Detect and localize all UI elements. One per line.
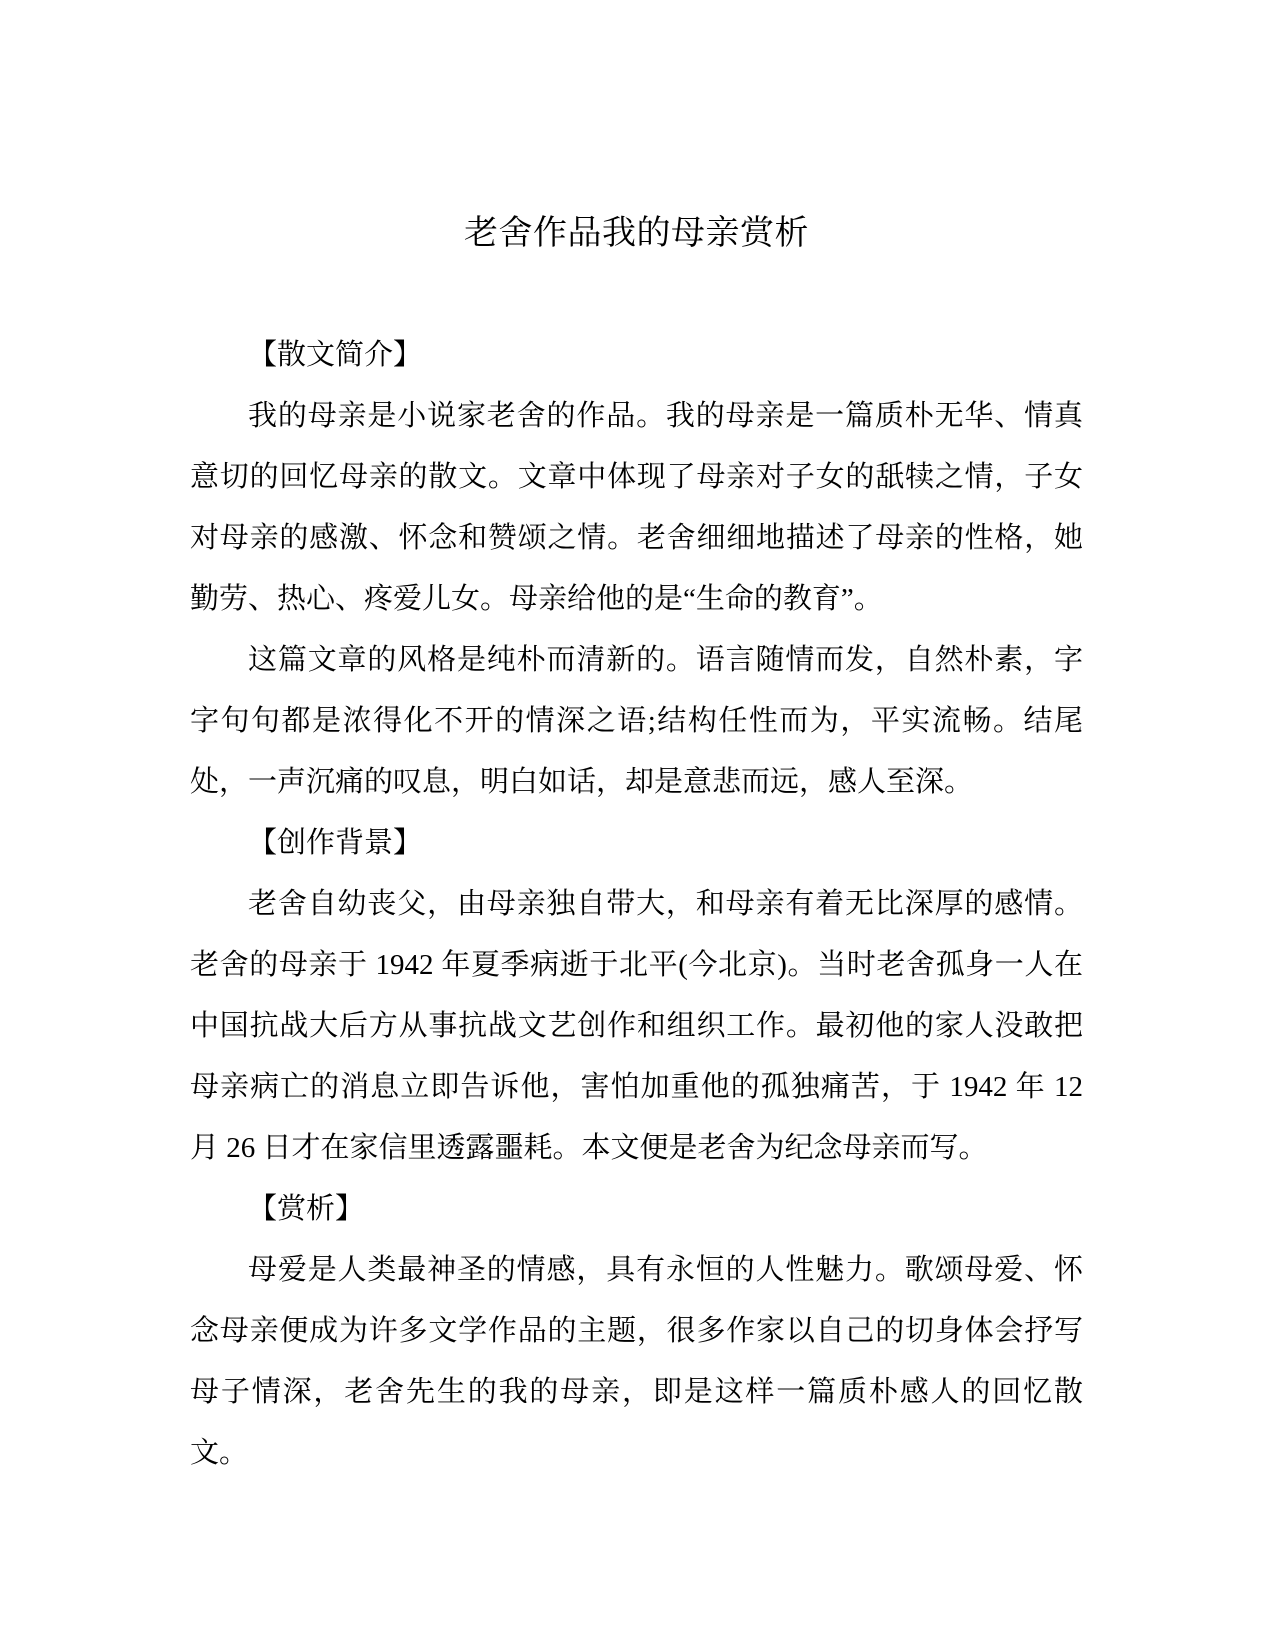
section-heading-sanwen-jianjie: 【散文简介】	[248, 339, 423, 371]
paragraph: 我的母亲是小说家老舍的作品。我的母亲是一篇质朴无华、情真意切的回忆母亲的散文。文章中体现了母亲对子女的舐犊之情，子女对母亲的感激、怀念和赞颂之情。老舍细细地描述了母亲的性格，她勤劳、热心、疼爱儿女。母亲给他的是“生命的教育”。	[190, 400, 1083, 615]
section-heading-chuangzuo-beijing: 【创作背景】	[248, 827, 423, 859]
paragraph: 母爱是人类最神圣的情感，具有永恒的人性魅力。歌颂母爱、怀念母亲便成为许多文学作品的主题，很多作家以自己的切身体会抒写母子情深，老舍先生的我的母亲，即是这样一篇质朴感人的回忆散文。	[190, 1254, 1083, 1469]
document-title: 老舍作品我的母亲赏析	[464, 214, 809, 252]
paragraph: 老舍自幼丧父，由母亲独自带大，和母亲有着无比深厚的感情。老舍的母亲于 1942 年夏季病逝于北平(今北京)。当时老舍孤身一人在中国抗战大后方从事抗战文艺创作和组织工作。最初他的家人没敢把母亲病亡的消息立即告诉他，害怕加重他的孤独痛苦，于 1942 年 12 月 26 日才在家信里透露噩耗。本文便是老舍为纪念母亲而写。	[190, 888, 1083, 1164]
paragraph: 这篇文章的风格是纯朴而清新的。语言随情而发，自然朴素，字字句句都是浓得化不开的情深之语;结构任性而为，平实流畅。结尾处，一声沉痛的叹息，明白如话，却是意悲而远，感人至深。	[190, 644, 1083, 798]
section-heading-shangxi: 【赏析】	[248, 1193, 365, 1225]
